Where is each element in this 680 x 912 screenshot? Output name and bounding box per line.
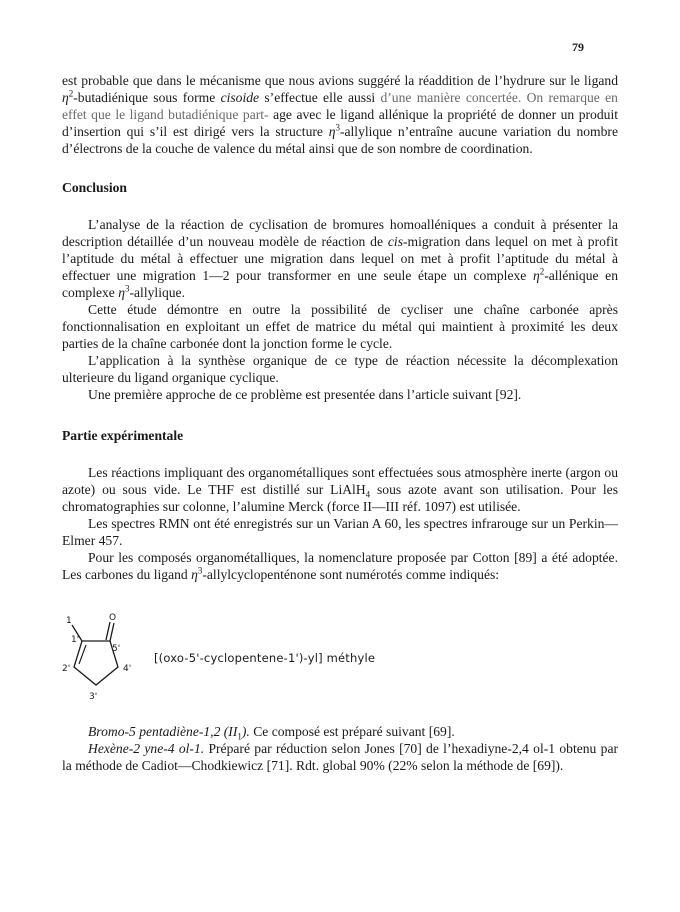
- experimental-paragraph-2: Les spectres RMN ont été enregistrés sur un Varian A 60, les spectres infrarouge sur un Perkin—Elmer 457.: [62, 516, 618, 548]
- conclusion-heading: Conclusion: [62, 180, 127, 195]
- experimental-text-b: sous azote avant son utilisation. Pour les chromatographies sur colonne, l’alumine Merck (force II—III réf. 1097) est utilisée.: [62, 482, 618, 514]
- experimental-heading: Partie expérimentale: [62, 428, 184, 443]
- atom-label-1p: 1': [71, 635, 80, 645]
- intro-text-5: -allylique n’entraîne aucune variation du nombre d’électrons de la couche de valence du métal ainsi que de son nombre de coordination.: [62, 124, 618, 156]
- compound-text: Ce composé est préparé suivant [69].: [249, 724, 455, 739]
- experimental-text-d: -allylcyclopenténone sont numérotés comme indiqués:: [202, 567, 500, 582]
- conclusion-text-c: -allénique en complexe: [62, 268, 618, 300]
- subscript: 1: [237, 731, 242, 742]
- atom-label-4p: 4': [123, 664, 132, 674]
- conclusion-paragraph-2: Cette étude démontre en outre la possibilité de cycliser une chaîne carbonée après fonctionnalisation en exploitant un effet de matrice du métal qui maintient à proximité les deux parties de la chaîne carbonée dont la jonction forme le cycle.: [62, 302, 618, 351]
- eta-symbol: η: [191, 567, 198, 582]
- superscript: 3: [197, 565, 203, 576]
- compound-title: Bromo-5 pentadiène-1,2 (II: [88, 724, 238, 739]
- eta-symbol: η: [62, 90, 69, 105]
- compound-bromopentadiene: [62, 723, 618, 740]
- cis-term: cis: [387, 234, 403, 249]
- eta-symbol: η: [328, 124, 336, 139]
- atom-label-3p: 3': [89, 692, 98, 702]
- page-body: [62, 72, 618, 774]
- conclusion-paragraph-3: L’application à la synthèse organique de ce type de réaction nécessite la décomplexation ulterieure du ligand organique cyclique.: [62, 353, 618, 385]
- intro-text-4: age avec le ligand allénique la propriété de donner un produit d’insertion qui s’il est dirigé vers la structure: [62, 107, 618, 139]
- superscript: 3: [335, 122, 340, 133]
- conclusion-text-b: -migration dans lequel on met à profit l’aptitude du métal à effectuer une migration dans lequel on met à profit l’aptitude du métal à effectuer une migration 1—2 pour transformer en une seule étape un complexe: [62, 234, 618, 283]
- conclusion-text-a: L’analyse de la réaction de cyclisation de bromures homoalléniques a conduit à présenter la description détaillée d’un nouveau modèle de réaction de: [62, 217, 618, 249]
- subscript: 4: [365, 489, 371, 500]
- experimental-text-a: Les réactions impliquant des organométalliques sont effectuées sous atmosphère inerte (argon ou azote) ou sous vide. Le THF est distillé sur LiAlH: [62, 465, 618, 497]
- faded-text-line: d’une manière concertée. On remarque en effet que le ligand butadiénique part-: [62, 90, 618, 122]
- compound-hexenynol: [62, 740, 618, 774]
- compound-name: [(oxo-5'-cyclopentene-1')-yl] méthyle: [154, 651, 376, 665]
- conclusion-paragraph-1: [62, 216, 618, 301]
- intro-text-1: est probable que dans le mécanisme que nous avions suggéré la réaddition de l’hydrure sur le ligand: [62, 73, 618, 88]
- intro-paragraph: [62, 72, 618, 157]
- experimental-text-c: Pour les composés organométalliques, la nomenclature proposée par Cotton [89] a été adoptée. Les carbones du ligand: [62, 550, 618, 582]
- superscript: 3: [125, 283, 130, 294]
- atom-label-2p: 2': [62, 664, 71, 674]
- compound-title-end: ).: [241, 724, 250, 739]
- intro-text-2: -butadiénique sous forme: [73, 90, 221, 105]
- structure-diagram: [62, 611, 152, 707]
- eta-symbol: η: [118, 285, 125, 300]
- conclusion-text-d: -allylique.: [129, 285, 185, 300]
- superscript: 2: [68, 88, 74, 99]
- cisoide-term: cisoide: [220, 90, 260, 105]
- experimental-paragraph-1: [62, 464, 618, 515]
- cyclopentenone-structure: [62, 611, 618, 707]
- compound-title: Hexène-2 yne-4 ol-1.: [88, 741, 205, 756]
- superscript: 2: [539, 266, 545, 277]
- experimental-paragraph-3: [62, 549, 618, 583]
- eta-symbol: η: [532, 268, 540, 283]
- atom-label-o: O: [109, 613, 117, 623]
- atom-label-5p: 5': [112, 644, 121, 654]
- page-number: 79: [572, 40, 584, 54]
- intro-text-3: s’effectue elle aussi: [259, 90, 381, 105]
- conclusion-paragraph-4: Une première approche de ce problème est presentée dans l’article suivant [92].: [88, 387, 522, 402]
- compound-text: Préparé par réduction selon Jones [70] de l’hexadiyne-2,4 ol-1 obtenu par la méthode de Cadiot—Chodkiewicz [71]. Rdt. global 90% (22% selon la méthode de [69]).: [62, 741, 619, 773]
- atom-label-1: 1: [66, 616, 72, 626]
